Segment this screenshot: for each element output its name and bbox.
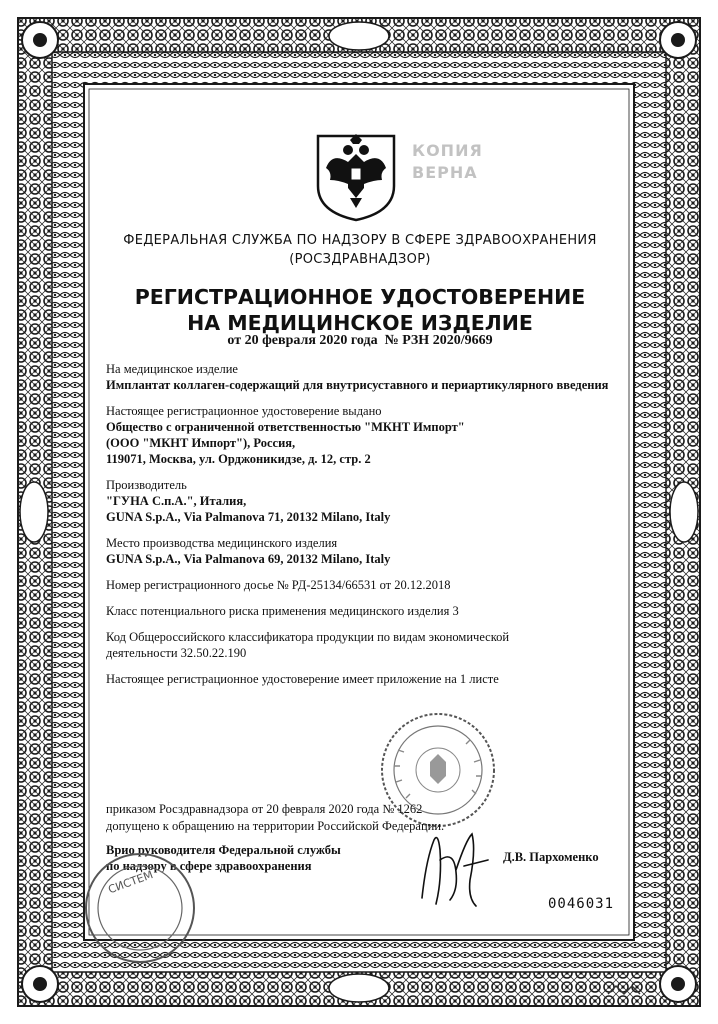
risk-class-text: Класс потенциального риска применения медицинского изделия 3	[106, 604, 459, 618]
certificate-body	[106, 361, 616, 697]
seal-left-text: СИСТЕМ	[106, 868, 155, 897]
title-line1: РЕГИСТРАЦИОННОЕ УДОСТОВЕРЕНИЕ	[134, 285, 586, 309]
annex-text: Настоящее регистрационное удостоверение имеет приложение на 1 листе	[106, 672, 499, 686]
production-site-line1: GUNA S.p.A., Via Palmanova 69, 20132 Milano, Italy	[106, 552, 391, 566]
corner-mark-icon	[604, 980, 644, 1000]
okp-line2: деятельности 32.50.22.190	[106, 646, 247, 660]
device-label: На медицинское изделие	[106, 362, 238, 376]
serial-number: 0046031	[548, 896, 615, 912]
manufacturer-line2: GUNA S.p.A., Via Palmanova 71, 20132 Milano, Italy	[106, 510, 391, 524]
signatory-line2: по надзору в сфере здравоохранения	[106, 859, 312, 873]
issued-to-label: Настоящее регистрационное удостоверение выдано	[106, 404, 382, 418]
document-title	[110, 284, 610, 336]
issued-to-line3: 119071, Москва, ул. Орджоникидзе, д. 12, стр. 2	[106, 452, 371, 466]
agency-short-name: (РОСЗДРАВНАДЗОР)	[289, 252, 431, 267]
dossier-text: Номер регистрационного досье № РД-25134/66531 от 20.12.2018	[106, 578, 451, 592]
device-name: Имплантат коллаген-содержащий для внутрисуставного и периартикулярного введения	[106, 378, 609, 392]
signatory-line1: Врио руководителя Федеральной службы	[106, 843, 341, 857]
production-site-label: Место производства медицинского изделия	[106, 536, 338, 550]
annex-section	[106, 671, 616, 687]
title-line2: НА МЕДИЦИНСКОЕ ИЗДЕЛИЕ	[187, 311, 533, 335]
okp-line1: Код Общероссийского классификатора продукции по видам экономической	[106, 630, 510, 644]
issued-to-line2: (ООО "МКНТ Импорт"), Россия,	[106, 436, 296, 450]
date-prefix: от	[227, 333, 242, 348]
order-line1: приказом Росздравнадзора от 20 февраля 2020 года № 1262	[106, 802, 423, 816]
coat-of-arms-emblem	[308, 128, 404, 224]
copy-stamp-line2: ВЕРНА	[412, 163, 478, 182]
dossier-section	[106, 577, 616, 593]
production-site-section	[106, 535, 616, 567]
round-seal-left	[80, 848, 200, 968]
order-line2: допущено к обращению на территории Российской Федерации.	[106, 819, 445, 833]
agency-name: ФЕДЕРАЛЬНАЯ СЛУЖБА ПО НАДЗОРУ В СФЕРЕ ЗДРАВООХРАНЕНИЯ	[123, 233, 597, 248]
issued-to-line1: Общество с ограниченной ответственностью "МКНТ Импорт"	[106, 420, 465, 434]
handwritten-signature	[410, 820, 500, 910]
risk-class-section	[106, 603, 616, 619]
okp-section	[106, 629, 616, 661]
manufacturer-line1: "ГУНА С.п.А.", Италия,	[106, 494, 247, 508]
copy-stamp-watermark	[412, 140, 483, 190]
issued-to-section	[106, 403, 616, 467]
signatory-name: Д.В. Пархоменко	[503, 850, 599, 864]
manufacturer-section	[106, 477, 616, 525]
number-sign: №	[384, 333, 399, 348]
copy-stamp-line1: КОПИЯ	[412, 141, 483, 160]
manufacturer-label: Производитель	[106, 478, 187, 492]
device-section	[106, 361, 616, 393]
agency-header	[110, 231, 610, 269]
certificate-date: 20 февраля 2020 года	[244, 333, 378, 348]
certificate-number: РЗН 2020/9669	[402, 333, 493, 348]
certificate-date-number	[110, 333, 610, 349]
